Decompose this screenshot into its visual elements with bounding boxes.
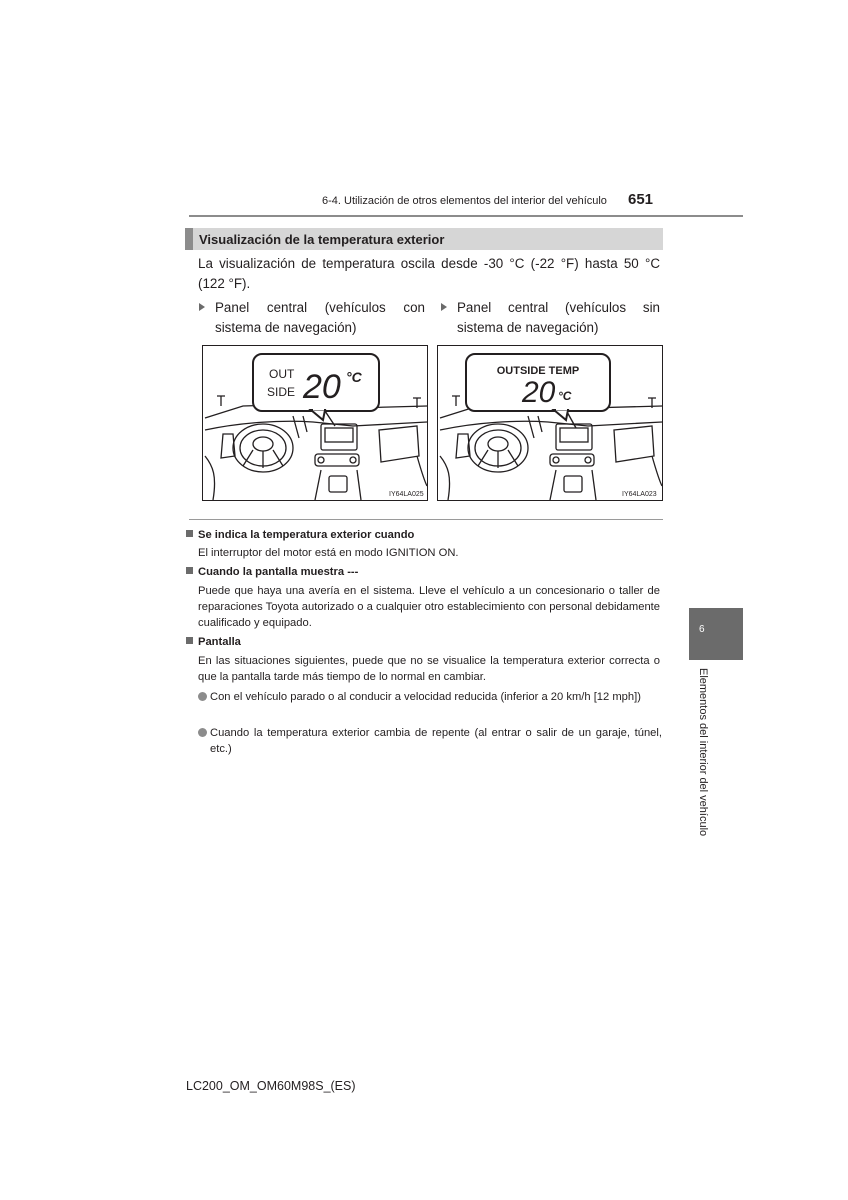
square-bullet-icon [186, 530, 193, 537]
intro-paragraph: La visualización de temperatura oscila desde -30 °C (-22 °F) hasta 50 °C (122 °F). [198, 256, 660, 291]
footer-doc-code: LC200_OM_OM60M98S_(ES) [186, 1079, 356, 1093]
subsection-label: Panel central (vehículos con sistema de navegación) [215, 300, 425, 335]
chapter-title-vertical: Elementos del interior del vehículo [697, 668, 709, 837]
display-temp-value: 20 [522, 376, 556, 409]
note-title: Pantalla [198, 636, 241, 648]
note-title: Cuando la pantalla muestra --- [198, 566, 359, 578]
figure-without-navigation [437, 345, 663, 501]
dashboard-illustration [438, 346, 662, 500]
note-heading [186, 636, 241, 648]
section-title-bar [185, 228, 663, 250]
page-number: 651 [628, 191, 654, 208]
display-title: OUTSIDE TEMP [496, 365, 580, 377]
display-temp-value: 20 [303, 368, 341, 406]
running-header: 6-4. Utilización de otros elementos del interior del vehículo [322, 195, 607, 207]
bullet-text: Con el vehículo parado o al conducir a velocidad reducida (inferior a 20 km/h [12 mph]) [210, 691, 641, 703]
notes-divider [189, 519, 663, 520]
chapter-tab [689, 608, 743, 660]
bullet-dot-icon [198, 728, 207, 737]
subsection-label: Panel central (vehículos sin sistema de navegación) [457, 300, 660, 335]
triangle-bullet-icon [441, 303, 447, 311]
square-bullet-icon [186, 637, 193, 644]
note-title: Se indica la temperatura exterior cuando [198, 529, 415, 541]
subsection-with-navigation [199, 298, 425, 338]
triangle-bullet-icon [199, 303, 205, 311]
note-body: El interruptor del motor está en modo IGNITION ON. [198, 547, 459, 559]
display-temp-unit: °C [346, 369, 362, 385]
bullet-text: Cuando la temperatura exterior cambia de repente (al entrar o salir de un garaje, túnel, etc.) [210, 727, 662, 755]
chapter-number: 6 [699, 624, 705, 635]
square-bullet-icon [186, 567, 193, 574]
subsection-without-navigation [441, 298, 660, 338]
figure-code: IY64LA025 [389, 491, 424, 498]
figure-code: IY64LA023 [622, 491, 657, 498]
note-heading [186, 566, 358, 578]
list-item [198, 725, 662, 757]
dashboard-illustration [203, 346, 427, 500]
note-heading [186, 529, 414, 541]
bullet-dot-icon [198, 692, 207, 701]
figure-with-navigation [202, 345, 428, 501]
display-out-text: OUT [269, 367, 295, 381]
section-title: Visualización de la temperatura exterior [199, 232, 445, 247]
list-item [198, 689, 662, 705]
display-temp-unit: °C [558, 389, 572, 403]
note-body: En las situaciones siguientes, puede que no se visualice la temperatura exterior correcta o que la pantalla tarde más tiempo de lo normal en cambiar. [198, 655, 660, 683]
display-side-text: SIDE [267, 385, 296, 399]
note-body: Puede que haya una avería en el sistema. Lleve el vehículo a un concesionario o taller de reparaciones Toyota autorizado o a cualquier otro establecimiento con personal debidamente cualificado y equipado. [198, 585, 660, 629]
header-rule [189, 215, 743, 217]
